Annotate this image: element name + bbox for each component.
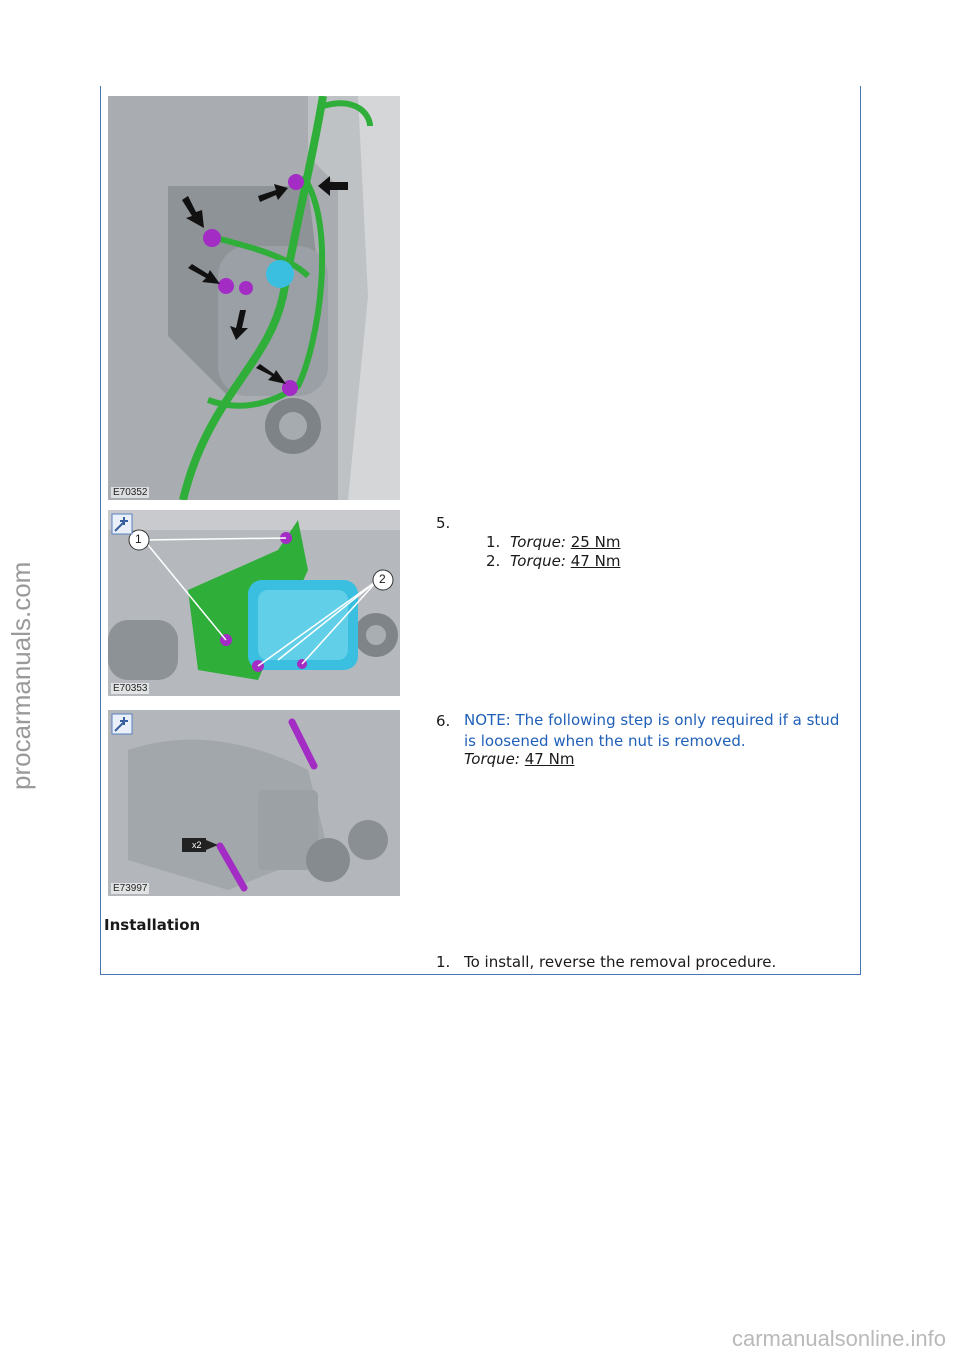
section-heading: Installation	[104, 916, 201, 934]
torque-value[interactable]: 25 Nm	[570, 533, 621, 551]
step-number: 6.	[436, 712, 451, 730]
zoom-icon[interactable]	[111, 713, 133, 735]
side-watermark: procarmanuals.com	[6, 561, 36, 790]
torque-item	[464, 750, 574, 768]
figure-e73997	[108, 710, 400, 896]
torque-value[interactable]: 47 Nm	[570, 552, 621, 570]
figure-code: E73997	[113, 883, 148, 894]
torque-item	[486, 552, 620, 570]
callout-2: 2	[379, 572, 386, 586]
figure-code: E70353	[113, 683, 148, 694]
engine-harness-illustration	[108, 96, 400, 500]
step-number: 1.	[436, 953, 451, 971]
bottom-watermark: carmanualsonline.info	[731, 1326, 946, 1351]
alternator-torque-illustration	[108, 510, 400, 696]
quantity-badge: x2	[192, 840, 202, 850]
stud-location-illustration	[108, 710, 400, 896]
callout-1: 1	[135, 532, 142, 546]
installation-step	[436, 953, 776, 971]
torque-label: Torque:	[510, 533, 566, 551]
figure-e70353	[108, 510, 400, 696]
note-text: NOTE: The following step is only required if a stud is loosened when the nut is removed.	[464, 711, 840, 750]
step-text: To install, reverse the removal procedure.	[464, 953, 777, 971]
torque-value[interactable]: 47 Nm	[524, 750, 575, 768]
item-number: 2.	[486, 552, 501, 570]
step-number: 5.	[436, 514, 451, 532]
figure-e70352	[108, 96, 400, 500]
item-number: 1.	[486, 533, 501, 551]
figure-code: E70352	[113, 487, 148, 498]
zoom-icon[interactable]	[111, 513, 133, 535]
torque-item	[486, 533, 620, 551]
torque-label: Torque:	[464, 750, 520, 768]
torque-label: Torque:	[510, 552, 566, 570]
